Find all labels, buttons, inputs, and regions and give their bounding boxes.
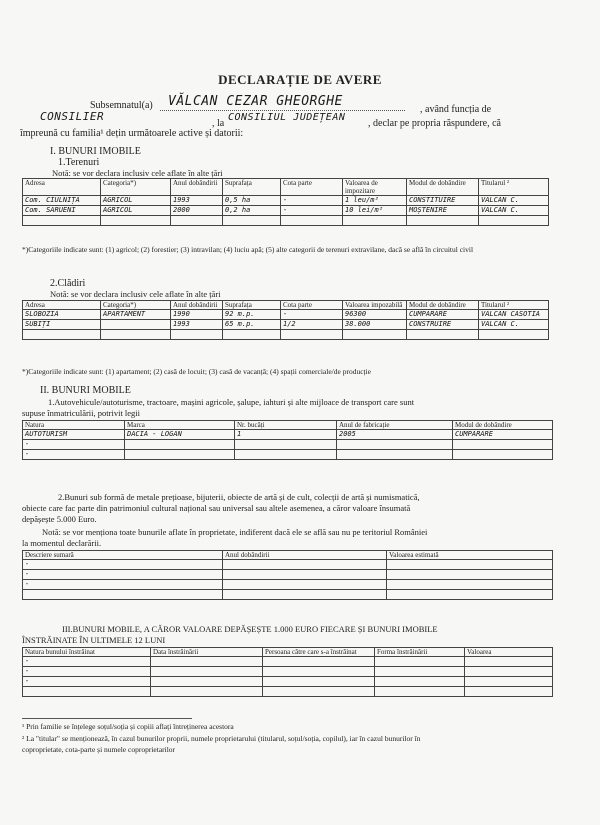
table-cell: - bbox=[23, 570, 223, 580]
footnote-divider bbox=[22, 718, 192, 719]
terenuri-table bbox=[22, 178, 549, 226]
table-cell: 1 leu/m² bbox=[343, 196, 407, 206]
table-cell bbox=[407, 330, 479, 340]
table-cell: SLOBOZIA bbox=[23, 310, 101, 320]
table-row bbox=[23, 657, 553, 667]
table-cell bbox=[387, 570, 553, 580]
section3-heading-2: ÎNSTRĂINATE ÎN ULTIMELE 12 LUNI bbox=[22, 635, 166, 645]
terenuri-note: Notă: se vor declara inclusiv cele aflate în alte țări bbox=[52, 168, 223, 178]
table-row bbox=[23, 216, 549, 226]
column-header: Categoria*) bbox=[101, 301, 171, 310]
column-header: Valoarea bbox=[465, 648, 553, 657]
table-cell bbox=[263, 657, 375, 667]
name-underline bbox=[160, 110, 405, 111]
table-cell bbox=[337, 450, 453, 460]
valuables-paragraph-3: depășește 5.000 Euro. bbox=[22, 514, 97, 524]
avand-functia-text: , având funcția de bbox=[420, 104, 492, 115]
table-cell bbox=[479, 216, 549, 226]
table-cell bbox=[223, 580, 387, 590]
table-cell bbox=[223, 590, 387, 600]
page-title: DECLARAȚIE DE AVERE bbox=[218, 72, 382, 87]
declarant-name: VĂLCAN CEZAR GHEORGHE bbox=[168, 94, 343, 109]
cladiri-footnote: *)Categoriile indicate sunt: (1) apartament; (2) casă de locuit; (3) casă de vacanță; (4) spații comerciale/de producție bbox=[22, 367, 372, 376]
column-header: Natura bunului înstrăinat bbox=[23, 648, 151, 657]
table-cell bbox=[407, 216, 479, 226]
table-row bbox=[23, 330, 549, 340]
table-cell bbox=[375, 687, 465, 697]
declar-text: , declar pe propria răspundere, că bbox=[368, 118, 501, 129]
column-header: Modul de dobândire bbox=[407, 301, 479, 310]
table-cell bbox=[465, 667, 553, 677]
table-cell: 1/2 bbox=[281, 320, 343, 330]
vehicles-table bbox=[22, 420, 553, 460]
table-header-row bbox=[23, 179, 549, 196]
table-header-row bbox=[23, 648, 553, 657]
column-header: Adresa bbox=[23, 301, 101, 310]
table-cell: VĂLCAN C. bbox=[479, 320, 549, 330]
column-header: Valoarea impozabilă bbox=[343, 301, 407, 310]
column-header: Modul de dobândire bbox=[453, 421, 553, 430]
table-cell bbox=[263, 667, 375, 677]
terenuri-subheading: 1.Terenuri bbox=[58, 157, 100, 168]
table-cell: VĂLCAN C. bbox=[479, 196, 549, 206]
table-cell bbox=[343, 330, 407, 340]
table-cell bbox=[465, 687, 553, 697]
column-header: Valoarea estimată bbox=[387, 551, 553, 560]
table-cell bbox=[125, 450, 235, 460]
valuables-paragraph-2: obiecte care fac parte din patrimoniul cultural național sau universal sau altele asemenea, a căror valoare însumată bbox=[22, 503, 411, 513]
table-cell: AGRICOL bbox=[101, 206, 171, 216]
valuables-table bbox=[22, 550, 553, 600]
valuables-paragraph-1: 2.Bunuri sub formă de metale prețioase, bijuterii, obiecte de artă și de cult, colecții de artă și numismatică, bbox=[58, 492, 420, 502]
table-cell: - bbox=[23, 560, 223, 570]
table-cell bbox=[151, 687, 263, 697]
table-cell bbox=[263, 677, 375, 687]
table-cell bbox=[375, 667, 465, 677]
table-cell: AUTOTURISM bbox=[23, 430, 125, 440]
table-cell: APARTAMENT bbox=[101, 310, 171, 320]
section2-heading: II. BUNURI MOBILE bbox=[40, 385, 131, 396]
table-cell: 96300 bbox=[343, 310, 407, 320]
table-cell bbox=[125, 440, 235, 450]
table-cell bbox=[151, 667, 263, 677]
table-cell bbox=[223, 570, 387, 580]
table-cell bbox=[375, 657, 465, 667]
table-cell: 92 m.p. bbox=[223, 310, 281, 320]
table-cell: Com. CIULNIȚA bbox=[23, 196, 101, 206]
table-cell bbox=[23, 216, 101, 226]
table-row bbox=[23, 430, 553, 440]
section1-heading: I. BUNURI IMOBILE bbox=[50, 146, 141, 157]
table-header-row bbox=[23, 301, 549, 310]
column-header: Anul dobândirii bbox=[171, 179, 223, 196]
table-cell: 1 bbox=[235, 430, 337, 440]
table-cell bbox=[235, 440, 337, 450]
column-header: Persoana către care s-a înstrăinat bbox=[263, 648, 375, 657]
vehicles-paragraph-2: supuse înmatriculării, potrivit legii bbox=[22, 408, 141, 418]
alienated-table bbox=[22, 647, 553, 697]
table-row bbox=[23, 196, 549, 206]
table-cell: - bbox=[281, 206, 343, 216]
table-row bbox=[23, 677, 553, 687]
table-cell: Com. SĂRUENI bbox=[23, 206, 101, 216]
table-cell bbox=[465, 657, 553, 667]
table-cell: MOȘTENIRE bbox=[407, 206, 479, 216]
column-header: Anul de fabricație bbox=[337, 421, 453, 430]
table-cell bbox=[223, 560, 387, 570]
column-header: Valoarea de impozitare bbox=[343, 179, 407, 196]
valuables-note-1: Notă: se vor menționa toate bunurile aflate în proprietate, indiferent dacă ele se află sau nu pe teritoriul României bbox=[42, 527, 428, 537]
table-row bbox=[23, 440, 553, 450]
column-header: Cota parte bbox=[281, 179, 343, 196]
function-value: CONSILIER bbox=[40, 110, 105, 123]
footnote-1: ¹ Prin familie se înțelege soțul/soția și copiii aflați întreținerea acestora bbox=[22, 722, 234, 731]
table-cell bbox=[223, 216, 281, 226]
table-cell: - bbox=[23, 677, 151, 687]
table-cell bbox=[281, 216, 343, 226]
column-header: Categoria*) bbox=[101, 179, 171, 196]
table-cell: 10 lei/m² bbox=[343, 206, 407, 216]
footnote-2-continued: coproprietate, cota-parte și numele coproprietarilor bbox=[22, 745, 176, 754]
table-cell: 65 m.p. bbox=[223, 320, 281, 330]
table-cell: 1993 bbox=[171, 320, 223, 330]
institution-value: CONSILIUL JUDEȚEAN bbox=[228, 112, 346, 123]
table-cell bbox=[101, 216, 171, 226]
table-cell bbox=[171, 330, 223, 340]
table-cell: - bbox=[23, 667, 151, 677]
table-cell: - bbox=[281, 310, 343, 320]
table-row bbox=[23, 590, 553, 600]
table-cell bbox=[337, 440, 453, 450]
table-cell bbox=[23, 590, 223, 600]
table-cell: 1993 bbox=[171, 196, 223, 206]
table-row bbox=[23, 320, 549, 330]
cladiri-table bbox=[22, 300, 549, 340]
table-cell bbox=[23, 687, 151, 697]
table-cell: - bbox=[23, 450, 125, 460]
table-cell bbox=[23, 330, 101, 340]
table-cell bbox=[235, 450, 337, 460]
la-text: , la bbox=[212, 118, 225, 129]
table-cell bbox=[343, 216, 407, 226]
column-header: Suprafața bbox=[223, 301, 281, 310]
table-row bbox=[23, 667, 553, 677]
intro-line2: împreună cu familia¹ dețin următoarele active și datorii: bbox=[20, 128, 244, 139]
subsemnatul-label: Subsemnatul(a) bbox=[90, 100, 153, 111]
table-header-row bbox=[23, 551, 553, 560]
column-header: Anul dobândirii bbox=[223, 551, 387, 560]
table-row bbox=[23, 687, 553, 697]
table-cell bbox=[101, 330, 171, 340]
column-header: Descriere sumară bbox=[23, 551, 223, 560]
table-cell: DACIA - LOGAN bbox=[125, 430, 235, 440]
table-cell bbox=[479, 330, 549, 340]
table-cell bbox=[151, 657, 263, 667]
table-cell: CONSTITUIRE bbox=[407, 196, 479, 206]
table-row bbox=[23, 450, 553, 460]
terenuri-footnote: *)Categoriile indicate sunt: (1) agricol; (2) forestier; (3) intravilan; (4) luciu apă; (5) alte categorii de terenuri extravilane, dacă se află în circuitul civil bbox=[22, 245, 474, 254]
table-cell: CONSTRUIRE bbox=[407, 320, 479, 330]
table-row bbox=[23, 560, 553, 570]
column-header: Natura bbox=[23, 421, 125, 430]
table-header-row bbox=[23, 421, 553, 430]
table-cell: SUBIȚI bbox=[23, 320, 101, 330]
table-cell bbox=[375, 677, 465, 687]
table-cell: 0,2 ha bbox=[223, 206, 281, 216]
table-cell: CUMPĂRARE bbox=[407, 310, 479, 320]
column-header: Titularul ² bbox=[479, 179, 549, 196]
table-cell bbox=[387, 560, 553, 570]
table-cell: 2000 bbox=[171, 206, 223, 216]
table-cell bbox=[101, 320, 171, 330]
footnote-2: ² La "titular" se menționează, în cazul bunurilor proprii, numele proprietarului (titularul, soțul/soția, copilul), iar în cazul bunurilor în bbox=[22, 734, 421, 743]
table-cell: AGRICOL bbox=[101, 196, 171, 206]
column-header: Cota parte bbox=[281, 301, 343, 310]
column-header: Modul de dobândire bbox=[407, 179, 479, 196]
table-cell bbox=[151, 677, 263, 687]
table-cell: 0,5 ha bbox=[223, 196, 281, 206]
cladiri-note: Notă: se vor declara inclusiv cele aflate în alte țări bbox=[50, 289, 221, 299]
table-row bbox=[23, 310, 549, 320]
table-cell bbox=[171, 216, 223, 226]
valuables-note-2: la momentul declarării. bbox=[22, 538, 102, 548]
table-cell: VĂLCAN C. bbox=[479, 206, 549, 216]
table-cell: - bbox=[23, 580, 223, 590]
table-cell: CUMPĂRARE bbox=[453, 430, 553, 440]
table-cell bbox=[387, 590, 553, 600]
section3-heading-1: III.BUNURI MOBILE, A CĂROR VALOARE DEPĂȘEȘTE 1.000 EURO FIECARE ȘI BUNURI IMOBILE bbox=[62, 624, 438, 634]
table-row bbox=[23, 570, 553, 580]
column-header: Data înstrăinării bbox=[151, 648, 263, 657]
table-row bbox=[23, 206, 549, 216]
table-cell bbox=[263, 687, 375, 697]
column-header: Marca bbox=[125, 421, 235, 430]
column-header: Anul dobândirii bbox=[171, 301, 223, 310]
table-cell bbox=[281, 330, 343, 340]
table-cell: - bbox=[23, 657, 151, 667]
column-header: Adresa bbox=[23, 179, 101, 196]
table-cell bbox=[453, 450, 553, 460]
vehicles-paragraph: 1.Autovehicule/autoturisme, tractoare, mașini agricole, șalupe, iahturi și alte mijloace de transport care sunt bbox=[48, 397, 415, 407]
table-cell: 2005 bbox=[337, 430, 453, 440]
table-cell: - bbox=[281, 196, 343, 206]
cladiri-subheading: 2.Clădiri bbox=[50, 278, 86, 289]
table-cell: 1990 bbox=[171, 310, 223, 320]
table-row bbox=[23, 580, 553, 590]
table-cell: - bbox=[23, 440, 125, 450]
column-header: Suprafața bbox=[223, 179, 281, 196]
table-cell bbox=[465, 677, 553, 687]
column-header: Nr. bucăți bbox=[235, 421, 337, 430]
table-cell bbox=[453, 440, 553, 450]
table-cell: 38.000 bbox=[343, 320, 407, 330]
column-header: Forma înstrăinării bbox=[375, 648, 465, 657]
table-cell bbox=[387, 580, 553, 590]
column-header: Titularul ² bbox=[479, 301, 549, 310]
table-cell: VĂLCAN CASOTIA bbox=[479, 310, 549, 320]
table-cell bbox=[223, 330, 281, 340]
